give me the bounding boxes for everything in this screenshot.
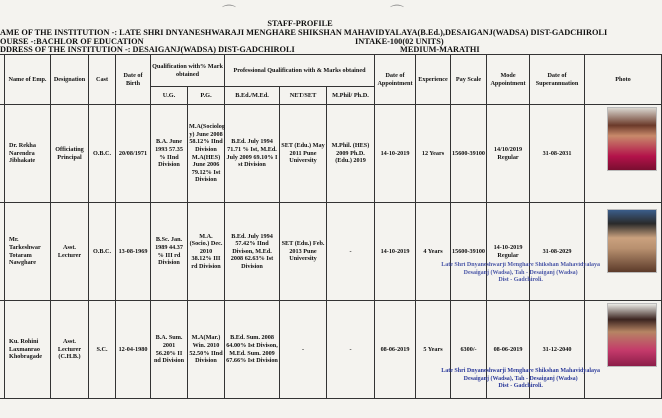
table-row	[0, 203, 662, 301]
col-prof-qualification: Professional Qualification with & Marks obtained	[225, 55, 375, 87]
employee-photo	[607, 107, 657, 171]
col-mode: Mode Appointment	[487, 55, 530, 105]
employee-photo	[607, 209, 657, 273]
emp-doa: 14-10-2019	[375, 105, 416, 203]
emp-net: SET (Edu.) May 2011 Pune University	[280, 105, 327, 203]
institution-address: DDRESS OF THE INSTITUTION -: DESAIGANJ(WADSA) DIST-GADCHIROLI	[0, 45, 295, 54]
college-stamp: Late Shri Dnyaneshwarji Menghare Shikshan Mahavidyalaya Desaiganj (Wadsa), Tah - Desaiganj (Wadsa) Dist - Gadchiroli.	[441, 368, 600, 389]
medium: MEDIUM-MARATHI	[400, 45, 480, 54]
subcol-pg: P.G.	[188, 87, 225, 105]
emp-cast: O.B.C.	[89, 203, 116, 301]
emp-mode: 14/10/2019 Regular	[487, 105, 530, 203]
emp-pg: M.A(Mar.) Win. 2010 52.50% IInd Division	[188, 301, 225, 399]
photo-cell	[585, 105, 662, 203]
emp-dob: 13-08-1969	[116, 203, 151, 301]
emp-designation: Asst. Lecturer	[51, 203, 89, 301]
emp-ug: B.A. June 1993 57.35 % IInd Division	[151, 105, 188, 203]
emp-cast: S.C.	[89, 301, 116, 399]
subcol-ug: U.G.	[151, 87, 188, 105]
emp-superannuation: 31-08-2029	[530, 203, 585, 301]
emp-name: Mr. Tarkeshwar Totaram Nawghare	[5, 203, 51, 301]
emp-experience: 5 Years	[416, 301, 451, 399]
emp-experience: 4 Years	[416, 203, 451, 301]
subcol-net: NET/SET	[280, 87, 327, 105]
col-dob: Date of Birth	[116, 55, 151, 105]
intake: INTAKE-100(02 UNITS)	[355, 37, 444, 46]
emp-experience: 12 Years	[416, 105, 451, 203]
emp-designation: Asst. Lecturer (C.H.B.)	[51, 301, 89, 399]
emp-pg: M.A(Sociolog y) June 2008 58.12% IInd Division M.A(HES) June 2006 79.12% Ist Division	[188, 105, 225, 203]
emp-ug: B.A. Sum. 2001 56.20% II nd Division	[151, 301, 188, 399]
col-photo: Photo	[585, 55, 662, 105]
emp-net: -	[280, 301, 327, 399]
col-doa: Date of Appointment	[375, 55, 416, 105]
col-pay-scale: Pay Scale	[451, 55, 487, 105]
emp-bed: B.Ed. July 1994 71.71 % Ist, M.Ed. July 2009 69.10% I st Division	[225, 105, 280, 203]
emp-doa: 14-10-2019	[375, 203, 416, 301]
employee-photo	[607, 303, 657, 367]
emp-dob: 12-04-1980	[116, 301, 151, 399]
emp-mphil: -	[327, 301, 375, 399]
emp-cast: O.B.C.	[89, 105, 116, 203]
emp-bed: B.Ed. July 1994 57.42% IInd Divison, M.Ed. 2008 62.63% Ist Division	[225, 203, 280, 301]
col-experience: Experience	[416, 55, 451, 105]
emp-pay-scale: 6300/-	[451, 301, 487, 399]
emp-superannuation: 31-12-2040	[530, 301, 585, 399]
emp-superannuation: 31-08-2031	[530, 105, 585, 203]
emp-dob: 20/08/1971	[116, 105, 151, 203]
table-row	[0, 105, 662, 203]
subcol-mphil: M.Phil/ Ph.D.	[327, 87, 375, 105]
col-qualification: Qualification with% Mark obtained	[151, 55, 225, 87]
emp-pg: M.A. (Socio.) Dec. 2010 38.12% III rd Division	[188, 203, 225, 301]
photo-cell	[585, 203, 662, 301]
emp-pay-scale: 15600-39100	[451, 105, 487, 203]
header-row	[0, 55, 662, 87]
emp-mode: 08-06-2019	[487, 301, 530, 399]
college-stamp: Late Shri Dnyaneshwarji Menghare Shikshan Mahavidyalaya Desaiganj (Wadsa), Tah - Desaiganj (Wadsa) Dist - Gadchiroli.	[441, 262, 600, 283]
col-superannuation: Date of Superannuation	[530, 55, 585, 105]
col-cast: Cast	[89, 55, 116, 105]
emp-mphil: -	[327, 203, 375, 301]
emp-name: Dr. Rekha Narendra Jibhakate	[5, 105, 51, 203]
emp-net: SET (Edu.) Feb. 2013 Pune University	[280, 203, 327, 301]
col-designation: Designation	[51, 55, 89, 105]
subcol-bed: B.Ed./M.Ed.	[225, 87, 280, 105]
punch-hole-mark: ⌒	[222, 6, 236, 21]
staff-table	[0, 54, 662, 399]
emp-doa: 08-06-2019	[375, 301, 416, 399]
page-title: STAFF-PROFILE	[267, 19, 333, 28]
emp-pay-scale: 15600-39100	[451, 203, 487, 301]
emp-mphil: M.Phil. (HES) 2009 Ph.D.(Edu.) 2019	[327, 105, 375, 203]
institution-name: AME OF THE INSTITUTION -: LATE SHRI DNYANESHWARAJI MENGHARE SHIKSHAN MAHAVIDYALAYA(B.Ed.),DESAIGANJ(WADSA) DIST-GADCHIROLI	[0, 28, 608, 37]
col-name: Name of Emp.	[5, 55, 51, 105]
emp-ug: B.Sc. Jan. 1989 44.37 % III rd Division	[151, 203, 188, 301]
emp-mode: 14-10-2019 Regular	[487, 203, 530, 301]
emp-name: Ku. Rohini Laxmanrao Khobragade	[5, 301, 51, 399]
emp-designation: Officiating Principal	[51, 105, 89, 203]
emp-bed: B.Ed. Sum. 2008 64.00% Ist Divison, M.Ed. Sum. 2009 67.66% Ist Division	[225, 301, 280, 399]
punch-hole-mark: ⌒	[390, 6, 404, 21]
course-name: OURSE -:BACHLOR OF EDUCATION	[0, 37, 144, 46]
